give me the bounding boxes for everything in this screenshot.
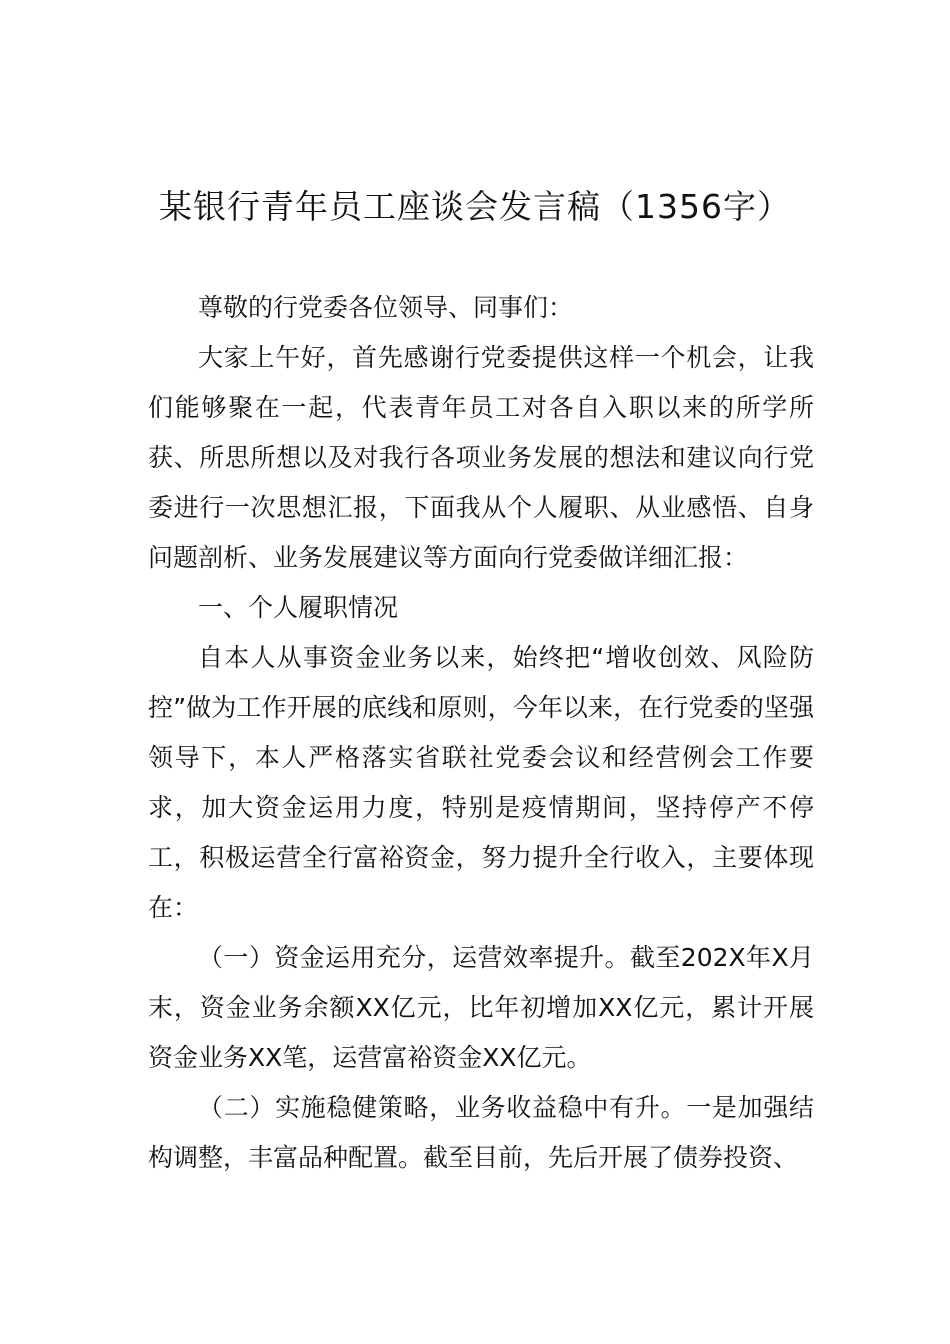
body-paragraph: 自本人从事资金业务以来，始终把“增收创效、风险防控”做为工作开展的底线和原则，今年以来，在行党委的坚强领导下，本人严格落实省联社党委会议和经营例会工作要求，加大资金运用力度，特别是疫情期间，坚持停产不停工，积极运营全行富裕资金，努力提升全行收入，主要体现在：	[148, 643, 814, 922]
section-heading: 一、个人履职情况	[198, 593, 399, 622]
salutation-paragraph: 尊敬的行党委各位领导、同事们：	[198, 293, 574, 322]
document-title: 某银行青年员工座谈会发言稿（1356字）	[159, 187, 791, 226]
document-body	[148, 283, 814, 1183]
body-paragraph: （一）资金运用充分，运营效率提升。截至202X年X月末，资金业务余额XX亿元，比年初增加XX亿元，累计开展资金业务XX笔，运营富裕资金XX亿元。	[148, 943, 814, 1072]
opening-paragraph: 大家上午好，首先感谢行党委提供这样一个机会，让我们能够聚在一起，代表青年员工对各自入职以来的所学所获、所思所想以及对我行各项业务发展的想法和建议向行党委进行一次思想汇报，下面我从个人履职、从业感悟、自身问题剖析、业务发展建议等方面向行党委做详细汇报：	[148, 343, 814, 572]
body-paragraph: （二）实施稳健策略，业务收益稳中有升。一是加强结构调整，丰富品种配置。截至目前，先后开展了债券投资、	[148, 1093, 814, 1172]
